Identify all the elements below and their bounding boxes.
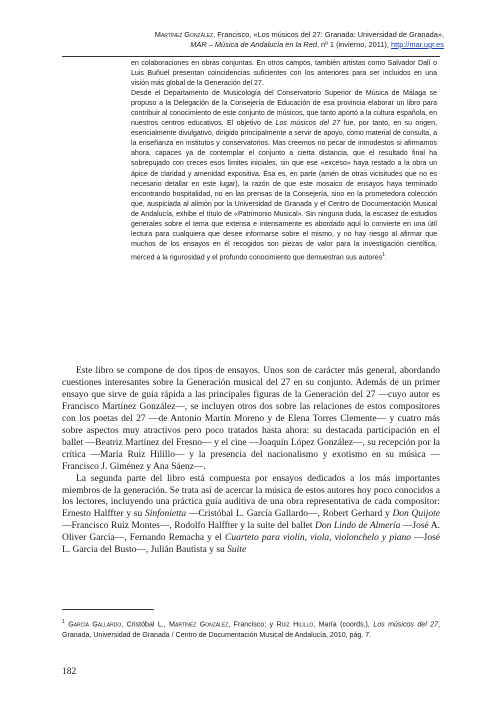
footnote-author-2: Martínez González xyxy=(169,621,229,629)
footnote xyxy=(62,617,440,641)
footnote-author-3: Ruiz Hilillo xyxy=(276,621,314,629)
quote-paragraph-1: en colaboraciones en obras conjuntas. En otros campos, también artistas como Salvador Dalí o Luis Buñuel presentan coincidencias suficientes con los anteriores para ser incluidos en una visión más global de la Generación del 27. xyxy=(131,60,437,88)
work-title-don-quijote: Don Quijote xyxy=(392,509,441,520)
p2-text-c: —Francisco Ruiz Montes—, Rodolfo Halffter y la suite del ballet xyxy=(62,521,315,532)
quote-end: . xyxy=(384,254,387,262)
quote-text-b: fue, por tanto, en su origen, esencialmente divulgativo, dirigido principalmente a servir de apoyo, como material de consulta, a la enseñanza en institutos y conservatorios. Mas creemos no pecar de inmodestos si afirmamos ahora, capaces ya de contemplar el conjunto a cierta distancia, que el resultado final ha sobrepujado con creces esos límites iniciales, sin que ese «exceso» haya restado a la obra un ápice de claridad y amenidad expositiva. Ésa es, en parte (amén de otras vicisitudes que no es necesario detallar en este lugar), la razón de que este mosaico de ensayos haya terminado encontrando hospitalidad, no en las prensas de la Consejería, sino en la prometedora colección que, auspiciada al alimón por la Universidad de Granada y el Centro de Documentación Musical de Andalucía, exhibe el título de «Patrimonio Musical». Sin ninguna duda, la escasez de estudios generales sobre el tema que extensa e intensamente es abordado aquí lo convierte en una útil lectura para cualquiera que desee informarse sobre el mismo, y no hay riesgo al afirmar que muchos de los ensayos en él recogidos son piezas de valor para la investigación científica, merced a la rigurosidad y el profundo conocimiento que demuestran sus autores xyxy=(131,120,437,262)
footnote-rule xyxy=(62,609,154,610)
p2-text-e: —José L. García del Busto—, Julián Bautista y su xyxy=(62,533,440,556)
block-quote xyxy=(131,59,437,263)
quote-book-title: Los músicos del 27 xyxy=(275,120,341,128)
journal-name: MAR – Música de Andalucía en la Red xyxy=(190,40,317,49)
work-title-suite: Suite xyxy=(227,545,247,556)
header-rule xyxy=(62,56,440,57)
footnote-text-3: , María (coords.), xyxy=(313,621,374,629)
body-text xyxy=(62,366,440,557)
p2-text-a: La segunda parte del libro está compuesta por ensayos dedicados a los más importantes miembros de la generación. Se trata así de acercar la música de estos autores hoy poco conocidos a los lectores, incluyendo una práctica guía auditiva de una obra representativa de cada compositor: Ernesto Halffter y su xyxy=(62,473,440,520)
citation-line-2 xyxy=(64,40,444,50)
footnote-text-2: , Francisco; y xyxy=(228,621,277,629)
footnote-text-1: , Cristóbal L., xyxy=(121,621,170,629)
quote-paragraph-2 xyxy=(131,89,437,263)
page-number: 182 xyxy=(62,667,77,677)
citation-author: Martínez González xyxy=(154,30,214,39)
body-paragraph-2 xyxy=(62,474,440,558)
journal-url-link[interactable]: http://mar.ugr.es xyxy=(391,40,444,49)
footnote-text-4: , Granada, Universidad de Granada / Centro de Documentación Musical de Andalucía, 2010, pág. 7. xyxy=(62,621,441,639)
citation-header xyxy=(64,30,444,50)
footnote-author-1: García Gallardo xyxy=(64,621,122,629)
work-title-cuarteto: Cuarteto para violín, viola, violonchelo y piano xyxy=(225,533,411,544)
p2-text-b: —Cristóbal L. García Gallardo—, Robert Gerhard y xyxy=(186,509,393,520)
p2-text-d: —José A. Oliver García—, Fernando Remacha y el xyxy=(62,521,440,544)
footnote-book-title: Los músicos del 27 xyxy=(373,621,439,629)
citation-line-1 xyxy=(64,30,444,40)
quote-text-a: Desde el Departamento de Musicología del Conservatorio Superior de Música de Málaga se propuso a la Delegación de la Consejería de Educación de esa provincia elaborar un libro para contribuir al conocimiento de este conjunto de músicos, que tanto aportó a la cultura española, en nuestros centros educativos. El objetivo de xyxy=(131,90,437,128)
journal-issue: , nº 1 (invierno, 2011), xyxy=(316,40,389,49)
body-paragraph-1: Este libro se compone de dos tipos de ensayos. Unos son de carácter más general, abordando cuestiones interesantes sobre la Generación musical del 27 en su conjunto. Además de un primer ensayo que sirve de guía rápida a las principales figuras de la Generación del 27 —cuyo autor es Francisco Martínez González—, se incluyen otros dos sobre las relaciones de estos compositores con los poetas del 27 —de Antonio Martín Moreno y de Elena Torres Clemente— y cuatro más sobre aspectos muy atractivos pero poco tratados hasta ahora: su destacada participación en el ballet —Beatriz Martínez del Fresno— y el cine —Joaquín López González—, su recepción por la crítica —María Ruiz Hilillo— y la presencia del nacionalismo y exotismo en su música —Francisco J. Giménez y Ana Sáenz—. xyxy=(62,366,440,472)
citation-details: , Francisco, «Los músicos del 27: Granada: Universidad de Granada», xyxy=(213,30,444,39)
work-title-don-lindo: Don Lindo de Almería xyxy=(315,521,401,532)
footnote-number: 1 xyxy=(62,619,65,625)
work-title-sinfonietta: Sinfonietta xyxy=(144,509,187,520)
footnote-reference[interactable]: 1 xyxy=(382,251,385,258)
